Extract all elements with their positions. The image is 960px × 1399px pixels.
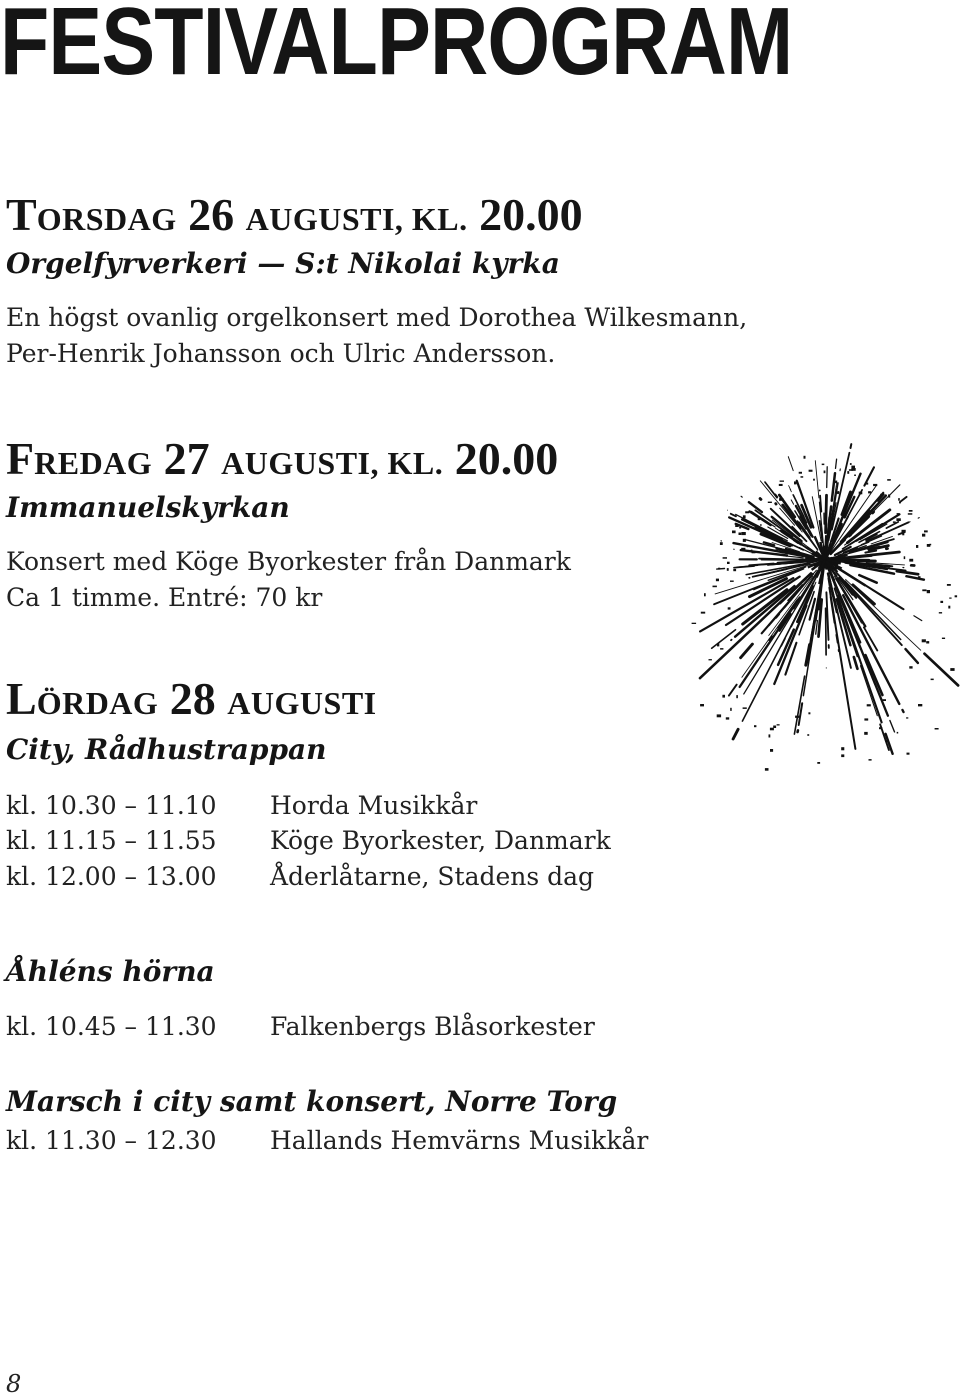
burst-rays [692,444,960,771]
burst-speckle [909,510,913,512]
burst-speckle [822,464,825,466]
burst-ray [760,499,761,500]
burst-speckle [927,590,930,593]
burst-speckle [893,521,896,523]
burst-speckle [743,539,746,542]
burst-speckle [716,579,719,582]
burst-core-ray [825,535,826,560]
burst-speckle [735,525,738,527]
burst-speckle [736,695,738,698]
burst-speckle [732,531,736,534]
burst-ray [744,568,820,694]
burst-speckle [898,498,900,501]
burst-speckle [739,533,742,536]
burst-speckle [807,734,809,736]
burst-ray [815,461,819,498]
burst-speckle [709,659,712,660]
day-heading-friday [6,433,559,484]
burst-speckle [896,518,900,521]
burst-speckle [929,544,931,546]
burst-speckle [935,728,939,730]
description-line: En högst ovanlig orgelkonsert med Dorothea Wilkesmann, [6,303,748,332]
day-heading-time: 20.00 [443,433,559,484]
burst-speckle [834,481,836,484]
burst-ray [903,710,904,712]
burst-speckle [704,593,706,596]
burst-speckle [918,704,922,706]
burst-speckle [850,463,852,465]
schedule-time: kl. 11.15 – 11.55 [6,826,217,855]
day-heading-month: AUGUSTI, KL. [245,201,468,237]
burst-speckle [720,542,723,545]
burst-speckle [718,568,720,570]
burst-ray [836,459,837,468]
burst-speckle [847,471,849,474]
burst-speckle [909,559,913,562]
burst-ray [733,729,738,739]
burst-speckle [888,494,890,497]
venue-friday: Immanuelskyrkan [6,491,290,524]
burst-ray [741,644,753,658]
burst-ray [897,571,918,574]
burst-ray [826,592,828,640]
burst-ray [851,444,852,448]
burst-speckle [741,532,745,535]
burst-speckle [887,479,891,481]
burst-speckle [745,511,749,513]
description-line: Konsert med Köge Byorkester från Danmark [6,547,571,576]
burst-speckle [940,601,943,603]
burst-ray [859,575,876,583]
burst-speckle [902,534,904,536]
burst-speckle [713,586,717,588]
burst-speckle [922,639,926,642]
burst-speckle [722,695,725,698]
burst-speckle [752,552,756,554]
burst-speckle [949,598,951,599]
burst-speckle [739,527,741,529]
burst-ray [816,621,818,635]
burst-speckle [813,479,815,481]
burst-speckle [758,517,760,520]
day-heading-time: 20.00 [467,189,583,240]
burst-speckle [794,481,797,484]
burst-speckle [841,754,844,757]
burst-speckle [700,704,704,706]
burst-speckle [918,576,921,579]
burst-speckle [760,524,762,525]
burst-speckle [841,747,844,750]
burst-speckle [779,484,783,486]
burst-speckle [897,513,900,514]
burst-speckle [720,648,723,650]
burst-speckle [942,638,945,639]
day-heading-month: AUGUSTI [227,685,377,721]
schedule-time: kl. 10.30 – 11.10 [6,791,217,820]
burst-speckle [804,456,806,459]
burst-speckle [777,724,780,725]
schedule-act: Hallands Hemvärns Musikkår [270,1126,649,1155]
burst-speckle [885,740,888,742]
burst-ray [906,649,918,663]
burst-speckle [851,466,855,468]
burst-speckle [868,491,871,493]
burst-speckle [908,513,913,515]
schedule-time: kl. 12.00 – 13.00 [6,862,217,891]
day-heading-saturday [6,673,377,724]
firework-burst-illustration [690,440,960,800]
burst-ray [741,496,742,497]
burst-speckle [741,548,745,550]
burst-ray [729,685,737,696]
venue-norre-torg: Marsch i city samt konsert, Norre Torg [6,1085,618,1118]
day-heading-thursday [6,189,583,240]
burst-speckle [726,717,729,719]
burst-ray [789,486,791,491]
burst-speckle [743,707,747,709]
burst-speckle [727,562,730,564]
burst-speckle [717,714,721,717]
burst-speckle [743,515,746,518]
burst-speckle [747,546,749,547]
burst-speckle [902,530,906,533]
burst-speckle [770,728,774,731]
burst-speckle [773,726,776,729]
description-line: Per-Henrik Johansson och Ulric Andersson. [6,339,556,368]
day-heading-cap: T [6,189,37,240]
burst-speckle [727,568,729,571]
venue-ahlens-horna: Åhléns hörna [6,955,215,988]
burst-ray [717,569,725,570]
burst-speckle [867,704,871,706]
burst-speckle [824,471,826,474]
burst-ray [854,657,858,669]
burst-speckle [769,734,771,737]
burst-speckle [754,725,756,727]
day-heading-month: AUGUSTI, KL. [221,445,444,481]
burst-speckle [770,749,773,752]
burst-speckle [733,569,736,571]
page-number: 8 [6,1370,22,1398]
burst-ray [791,500,793,504]
burst-speckle [879,727,882,729]
day-heading-rest: REDAG [34,445,153,481]
day-heading-cap: L [6,673,37,724]
burst-speckle [723,557,727,559]
burst-speckle [916,545,918,548]
schedule-act: Horda Musikkår [270,791,478,820]
burst-ray [864,467,874,485]
burst-speckle [926,641,929,643]
burst-ray [890,721,895,732]
burst-speckle [795,716,799,718]
burst-speckle [883,699,886,701]
burst-speckle [869,759,872,761]
day-heading-cap: F [6,433,35,484]
burst-ray [731,640,732,641]
burst-speckle [801,476,804,478]
description-line: Ca 1 timme. Entré: 70 kr [6,583,323,612]
burst-speckle [765,768,769,771]
burst-speckle [939,612,942,613]
schedule-time: kl. 10.45 – 11.30 [6,1012,217,1041]
burst-speckle [730,708,732,711]
burst-speckle [907,753,910,755]
burst-speckle [873,484,877,486]
burst-ray [826,608,827,655]
burst-speckle [864,718,868,720]
schedule-act: Åderlåtarne, Stadens dag [270,862,595,891]
burst-speckle [909,666,912,668]
venue-city-radhustrappan: City, Rådhustrappan [6,733,327,766]
burst-speckle [866,483,868,485]
schedule-time: kl. 11.30 – 12.30 [6,1126,217,1155]
burst-speckle [897,732,899,734]
day-heading-date: 26 [176,189,246,240]
page-title: FESTIVALPROGRAM [0,0,793,95]
burst-ray [827,467,828,488]
burst-speckle [808,712,810,714]
burst-speckle [931,679,934,681]
burst-speckle [730,581,734,582]
burst-speckle [922,534,925,537]
burst-speckle [924,530,928,532]
burst-speckle [948,606,950,609]
burst-ray [861,666,878,716]
burst-speckle [768,502,772,503]
burst-speckle [906,717,908,718]
burst-speckle [922,589,926,591]
burst-speckle [780,481,784,482]
burst-speckle [904,556,906,559]
burst-speckle [692,623,697,624]
burst-ray [765,482,777,498]
burst-ray [900,497,907,502]
burst-ray [826,495,827,532]
day-heading-date: 28 [158,673,228,724]
burst-speckle [859,492,863,495]
burst-speckle [817,762,820,764]
schedule-act: Falkenbergs Blåsorkester [270,1012,595,1041]
burst-speckle [809,470,813,472]
burst-ray [759,559,807,560]
burst-speckle [899,502,901,504]
day-heading-date: 27 [152,433,222,484]
venue-thursday: Orgelfyrverkeri — S:t Nikolai kyrka [6,247,560,280]
burst-ray [914,616,922,621]
burst-speckle [851,468,855,471]
burst-speckle [779,498,783,501]
burst-speckle [728,607,731,609]
burst-ray [865,551,876,553]
burst-ray [906,576,924,580]
day-heading-rest: ORSDAG [36,201,177,237]
burst-ray [918,518,919,519]
burst-speckle [701,612,705,614]
day-heading-rest: ÖRDAG [36,685,159,721]
burst-speckle [947,584,951,586]
schedule-act: Köge Byorkester, Danmark [270,826,611,855]
burst-speckle [799,472,802,474]
burst-speckle [955,595,958,597]
burst-speckle [880,494,884,495]
burst-ray [778,562,800,564]
burst-speckle [717,643,719,646]
burst-speckle [864,732,868,735]
burst-speckle [854,475,856,477]
burst-ray [788,457,793,471]
burst-speckle [950,668,954,671]
